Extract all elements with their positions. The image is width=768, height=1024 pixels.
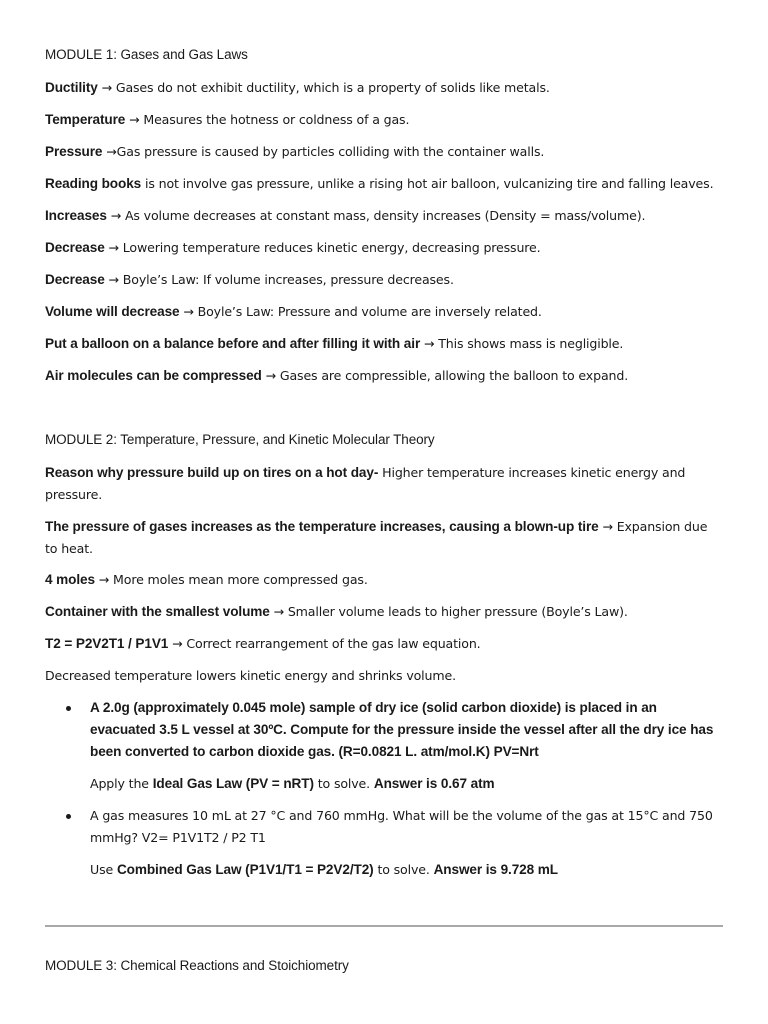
item-term: Reading books — [45, 176, 142, 191]
answer-prefix: Use — [90, 862, 117, 877]
item-text: is not involve gas pressure, unlike a rising hot air balloon, vulcanizing tire and falling leaves. — [141, 176, 714, 191]
answer-value: Answer is 9.728 mL — [433, 862, 558, 877]
module-2-item — [45, 633, 723, 655]
answer-mid: to solve. — [373, 862, 434, 877]
item-term: Ductility — [45, 80, 98, 95]
bullet-question: A gas measures 10 mL at 27 °C and 760 mmHg. What will be the volume of the gas at 15°C and 750 mmHg? V2= P1V1T2 / P2 T1 — [90, 808, 713, 845]
module-1-item — [45, 333, 723, 355]
item-text: →Gas pressure is caused by particles colliding with the container walls. — [102, 144, 545, 159]
module-1-item — [45, 109, 723, 131]
item-term: 4 moles — [45, 572, 95, 587]
item-term: Increases — [45, 208, 107, 223]
item-text: → Correct rearrangement of the gas law equation. — [168, 636, 481, 651]
bullet-item — [90, 697, 722, 763]
item-term: Decrease — [45, 272, 105, 287]
item-text: → As volume decreases at constant mass, density increases (Density = mass/volume). — [106, 208, 646, 223]
bullet-answer — [90, 773, 722, 795]
answer-mid: to solve. — [313, 776, 374, 791]
answer-law: Ideal Gas Law (PV = nRT) — [152, 776, 314, 791]
bullet-dot — [66, 814, 71, 819]
bullet-answer — [90, 859, 722, 881]
module-1-item — [45, 237, 723, 259]
module-2-item — [45, 516, 723, 560]
item-term: Put a balloon on a balance before and after filling it with air — [45, 336, 421, 351]
item-term: Container with the smallest volume — [45, 604, 270, 619]
item-text: → Measures the hotness or coldness of a gas. — [125, 112, 410, 127]
item-text: → Smaller volume leads to higher pressure (Boyle’s Law). — [269, 604, 628, 619]
plain-statement: Decreased temperature lowers kinetic energy and shrinks volume. — [45, 668, 456, 683]
item-text: → Boyle’s Law: Pressure and volume are inversely related. — [179, 304, 542, 319]
item-term: Volume will decrease — [45, 304, 180, 319]
module-1-item — [45, 77, 723, 99]
item-text: → Gases do not exhibit ductility, which is a property of solids like metals. — [97, 80, 550, 95]
item-term: Pressure — [45, 144, 103, 159]
module-1-item — [45, 365, 723, 387]
section-divider — [45, 925, 723, 927]
item-text: → Boyle’s Law: If volume increases, pressure decreases. — [104, 272, 454, 287]
item-term: The pressure of gases increases as the temperature increases, causing a blown-up tire — [45, 519, 599, 534]
answer-value: Answer is 0.67 atm — [373, 776, 495, 791]
module-2-item — [45, 601, 723, 623]
module-1-item — [45, 269, 723, 291]
item-text: → Lowering temperature reduces kinetic energy, decreasing pressure. — [104, 240, 541, 255]
item-term: Decrease — [45, 240, 105, 255]
module-1-heading: MODULE 1: Gases and Gas Laws — [45, 47, 248, 62]
item-text: → Gases are compressible, allowing the balloon to expand. — [261, 368, 629, 383]
module-1-item — [45, 301, 723, 323]
module-2-item — [45, 462, 723, 506]
module-2-heading: MODULE 2: Temperature, Pressure, and Kinetic Molecular Theory — [45, 432, 435, 447]
module-1-item — [45, 205, 723, 227]
item-term: Temperature — [45, 112, 126, 127]
item-term: T2 = P2V2T1 / P1V1 — [45, 636, 169, 651]
item-text: Higher temperature increases kinetic energy and pressure. — [45, 465, 686, 502]
bullet-item — [90, 805, 722, 849]
module-1-item — [45, 173, 723, 195]
module-1-item — [45, 141, 723, 163]
answer-prefix: Apply the — [90, 776, 153, 791]
bullet-dot — [66, 706, 71, 711]
item-text: → This shows mass is negligible. — [420, 336, 624, 351]
module-3-heading: MODULE 3: Chemical Reactions and Stoichiometry — [45, 958, 349, 973]
item-term: Reason why pressure build up on tires on a hot day- — [45, 465, 379, 480]
bullet-question: A 2.0g (approximately 0.045 mole) sample of dry ice (solid carbon dioxide) is placed in an evacuated 3.5 L vessel at 30ºC. Compute for the pressure inside the vessel after all the dry ice has been converted to carbon dioxide gas. (R=0.0821 L. atm/mol.K) PV=Nrt — [90, 700, 714, 759]
item-term: Air molecules can be compressed — [45, 368, 262, 383]
module-2-item — [45, 569, 723, 591]
answer-law: Combined Gas Law (P1V1/T1 = P2V2/T2) — [116, 862, 374, 877]
item-text: → More moles mean more compressed gas. — [94, 572, 368, 587]
item-text: → Expansion due to heat. — [45, 519, 708, 556]
